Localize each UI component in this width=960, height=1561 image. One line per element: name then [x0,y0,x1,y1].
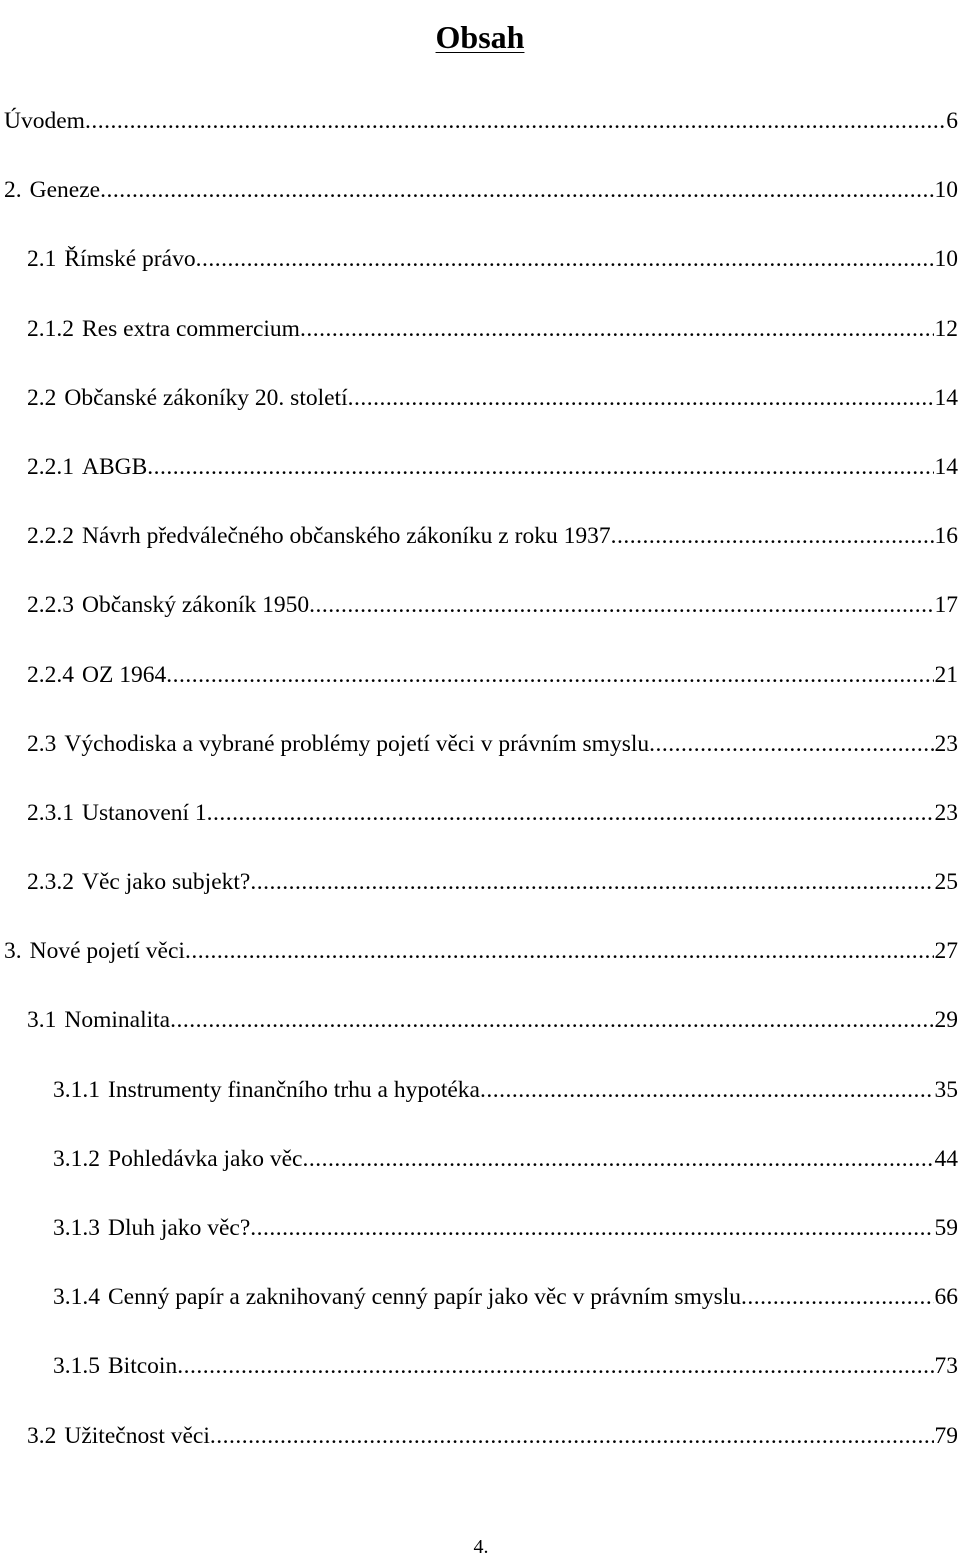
toc-entry-number: 2.2.4 [27,661,74,688]
toc-entry-page: 25 [934,869,958,896]
toc-entry-page: 29 [934,1007,958,1034]
toc-entry-page: 44 [934,1145,958,1172]
toc-entry[interactable] [0,799,960,868]
toc-dot-leader [100,176,933,204]
toc-entry-number: 3.1.3 [53,1215,100,1241]
toc-entry-page: 66 [934,1284,958,1311]
toc-dot-leader [611,522,934,550]
toc-dot-leader [207,799,934,827]
toc-entry-label: Dluh jako věc? [108,1215,251,1241]
toc-entry-label: Věc jako subjekt? [82,869,251,896]
toc-entry-label: Návrh předválečného občanského zákoníku z roku 1937 [82,523,611,550]
toc-dot-leader [85,107,945,135]
toc-entry[interactable] [0,591,960,660]
toc-entry-number: 2.3.2 [27,869,74,896]
toc-dot-leader [649,730,933,758]
toc-dot-leader [166,661,933,689]
toc-entry-label: Nominalita [64,1007,171,1034]
toc-entry-number: 3.1.2 [53,1145,100,1172]
toc-entry-page: 10 [934,177,958,204]
toc-entry[interactable] [0,315,960,384]
toc-entry[interactable] [0,384,960,453]
toc-entry-number: 2.3 [27,730,57,757]
toc-entry-number: 2.1.2 [27,315,74,342]
toc-entry-number: 2.1 [27,246,57,273]
toc-entry-number: 3.1 [27,1007,57,1034]
toc-entry[interactable] [0,661,960,730]
toc-entry[interactable] [0,176,960,245]
toc-entry-number: 3.1.4 [53,1284,100,1311]
toc-entry-label: Užitečnost věci [64,1422,210,1449]
toc-dot-leader [741,1283,933,1311]
toc-entry-page: 10 [934,246,958,273]
toc-entry-page: 21 [934,661,958,688]
toc-entry-page: 35 [934,1076,958,1103]
toc-entry-page: 23 [934,799,958,826]
toc-dot-leader [250,1214,933,1242]
toc-entry[interactable] [0,1283,960,1352]
toc-entry-number: 3.1.5 [53,1353,100,1380]
toc-entry-page: 14 [934,453,958,480]
toc-dot-leader [348,384,934,412]
toc-entry-page: 12 [934,315,958,342]
toc-entry-number: 3. [4,938,22,965]
toc-entry[interactable] [0,730,960,799]
toc-entry-page: 6 [946,108,958,134]
toc-entry[interactable] [0,1422,960,1491]
toc-entry-number: 2.2.1 [27,453,74,480]
toc-entry-page: 59 [934,1215,958,1241]
toc-entry-label: Pohledávka jako věc [108,1145,303,1172]
toc-entry[interactable] [0,453,960,522]
toc-entry-label: ABGB [82,453,148,480]
toc-dot-leader [185,937,934,965]
toc-entry-page: 16 [934,523,958,550]
toc-entry-page: 14 [934,384,958,411]
toc-entry[interactable] [0,522,960,591]
toc-entry-label: Východiska a vybrané problémy pojetí věci v právním smyslu [64,730,650,757]
toc-entry[interactable] [0,937,960,1006]
toc-dot-leader [302,1145,933,1173]
toc-dot-leader [309,591,933,619]
toc-entry[interactable] [0,1076,960,1145]
toc-entry-page: 17 [934,592,958,619]
toc-entry-number: 2. [4,177,22,204]
toc-dot-leader [170,1006,933,1034]
toc-entry-number: 2.2.3 [27,592,74,619]
toc-entry-number: 3.1.1 [53,1076,100,1103]
toc-entry-label: Res extra commercium [82,315,300,342]
toc-entry-label: OZ 1964 [82,661,167,688]
toc-entry-page: 27 [934,938,958,965]
toc-entry[interactable] [0,1352,960,1421]
toc-dot-leader [250,868,933,896]
table-of-contents [0,107,960,1491]
toc-entry-label: Cenný papír a zaknihovaný cenný papír jako věc v právním smyslu [108,1284,742,1311]
toc-entry-page: 79 [934,1422,958,1449]
toc-dot-leader [177,1352,933,1380]
page-number: 4. [473,1536,489,1558]
toc-entry[interactable] [0,107,960,176]
toc-entry-label: Instrumenty finančního trhu a hypotéka [108,1076,480,1103]
toc-entry[interactable] [0,1145,960,1214]
toc-entry-number: 3.2 [27,1422,57,1449]
toc-entry-page: 73 [934,1353,958,1380]
toc-dot-leader [480,1076,934,1104]
toc-entry-label: Občanské zákoníky 20. století [64,384,348,411]
toc-dot-leader [196,245,934,273]
toc-dot-leader [210,1422,934,1450]
toc-entry-label: Nové pojetí věci [29,938,185,965]
toc-title: Obsah [435,19,525,56]
toc-entry[interactable] [0,245,960,314]
toc-entry-label: Úvodem [4,108,85,134]
toc-dot-leader [147,453,933,481]
toc-entry-number: 2.3.1 [27,799,74,826]
toc-entry[interactable] [0,1006,960,1075]
toc-entry[interactable] [0,1214,960,1283]
toc-entry-number: 2.2.2 [27,523,74,550]
toc-entry-label: Římské právo [64,246,196,273]
toc-entry-page: 23 [934,730,958,757]
toc-entry-label: Bitcoin [108,1353,178,1380]
toc-entry[interactable] [0,868,960,937]
toc-entry-label: Ustanovení 1 [82,799,207,826]
toc-entry-label: Občanský zákoník 1950 [82,592,310,619]
toc-dot-leader [300,315,934,343]
toc-entry-label: Geneze [29,177,101,204]
toc-entry-number: 2.2 [27,384,57,411]
